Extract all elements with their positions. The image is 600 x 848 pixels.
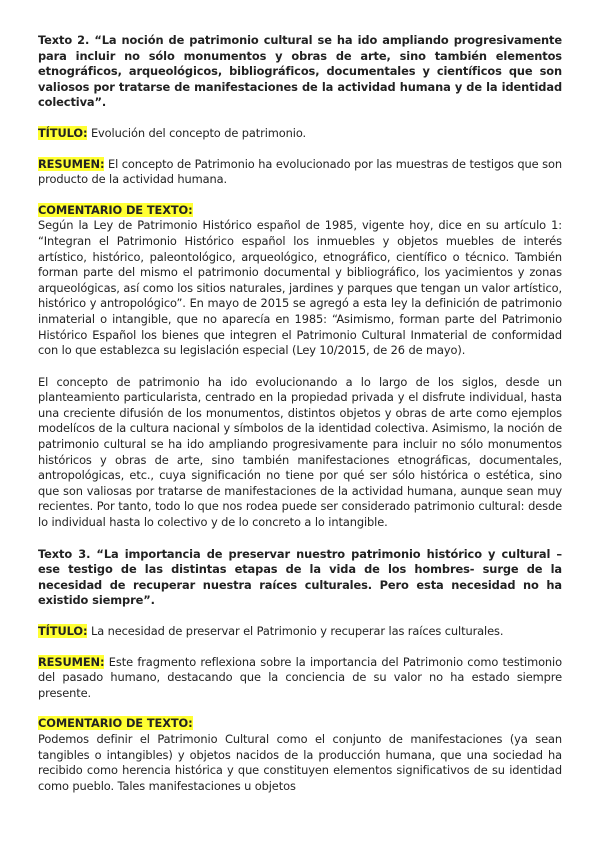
titulo-text: Evolución del concepto de patrimonio. [87,125,307,140]
texto2-comentario-p1: Según la Ley de Patrimonio Histórico español de 1985, vigente hoy, dice en su artículo 1: “Integran el Patrimonio Histórico español los inmuebles y objetos muebles de interés artístico, histórico, paleontológico, arqueológico, etnográfico, científico o técnico. También forman parte del mismo el patrimonio documental y bibliográfico, los yacimientos y zonas arqueológicas, así como los sitios naturales, jardines y parques que tengan un valor artístico, histórico y antropológico”. En mayo de 2015 se agregó a esta ley la definición de patrimonio inmaterial o intangible, que no aparecía en 1985: “Asimismo, forman parte del Patrimonio Histórico Español los bienes que integren el Patrimonio Cultural Inmaterial de conformidad con lo que establezca su legislación especial (Ley 10/2015, de 26 de mayo). [38,218,562,358]
titulo-text: La necesidad de preservar el Patrimonio y recuperar las raíces culturales. [87,624,504,638]
titulo-label: TÍTULO: [38,624,88,638]
comentario-label: COMENTARIO DE TEXTO: [38,202,193,217]
texto2-comentario-p2: El concepto de patrimonio ha ido evolucionando a lo largo de los siglos, desde un planteamiento particularista, centrado en la propiedad privada y el disfrute individual, hasta una creciente difusión de los monumentos, distintos objetos y obras de arte como ejemplos modelícos de la cultura nacional y símbolos de la identidad colectiva. Asimismo, la noción de patrimonio cultural se ha ido ampliando progresivamente para incluir no sólo monumentos históricos y obras de arte, sino también manifestaciones etnográficas, documentales, antropológicas, etc., cuya significación no tiene por qué ser sólo histórica o estética, sino que son valiosas por tratarse de manifestaciones de la actividad humana, aunque sean muy recientes. Por tanto, todo lo que nos rodea puede ser considerado patrimonio cultural: desde lo individual hasta lo colectivo y de lo concreto a lo intangible. [38,374,562,530]
texto2-comentario-heading [38,203,562,219]
texto2-quote: Texto 2. “La noción de patrimonio cultural se ha ido ampliando progresivamente para incluir no sólo monumentos y obras de arte, sino también elementos etnográficos, arqueológicos, bibliográficos, documentales y científicos que son valiosos por tratarse de manifestaciones de la actividad humana y de la identidad colectiva”. [38,33,562,110]
texto3-comentario-p1: Podemos definir el Patrimonio Cultural como el conjunto de manifestaciones (ya sean tangibles o intangibles) y objetos nacidos de la producción humana, que una sociedad ha recibido como herencia histórica y que constituyen elementos significativos de su identidad como pueblo. Tales manifestaciones u objetos [38,731,562,793]
texto3-quote: Texto 3. “La importancia de preservar nuestro patrimonio histórico y cultural – ese testigo de las distintas etapas de la vida de los hombres- surge de la necesidad de recuperar nuestra raíces culturales. Pero esta necesidad no ha existido siempre”. [38,546,562,608]
texto2-resumen [38,157,562,188]
texto2-titulo [38,126,562,142]
resumen-label: RESUMEN: [38,156,105,171]
resumen-text: Este fragmento reflexiona sobre la importancia del Patrimonio como testimonio del pasado humano, destacando que la conciencia de su valor no ha estado siempre presente. [38,654,562,700]
resumen-label: RESUMEN: [38,654,105,669]
texto3-resumen [38,655,562,702]
comentario-label: COMENTARIO DE TEXTO: [38,716,193,731]
resumen-text: El concepto de Patrimonio ha evolucionado por las muestras de testigos que son producto de la actividad humana. [38,156,562,187]
texto3-comentario-heading [38,716,562,732]
titulo-label: TÍTULO: [38,125,88,140]
texto3-titulo [38,624,562,640]
